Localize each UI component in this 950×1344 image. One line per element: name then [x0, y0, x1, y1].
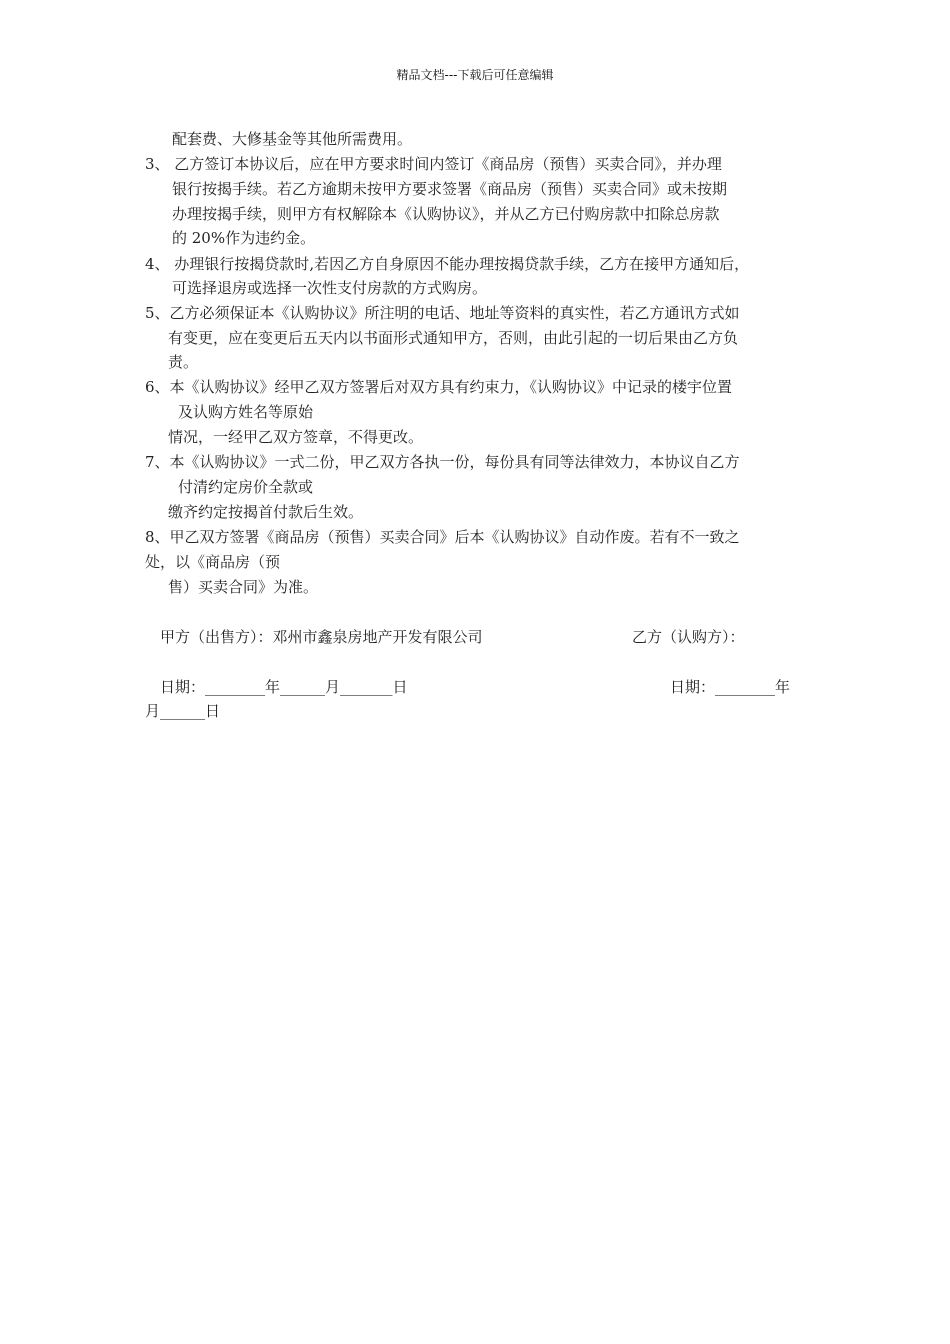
party-a-label: 甲方（出售方）：邓州市鑫泉房地产开发有限公司	[160, 628, 483, 646]
clause-3-line: 3、 乙方签订本协议后，应在甲方要求时间内签订《商品房（预售）买卖合同》，并办理	[145, 155, 722, 173]
clause-4-line: 可选择退房或选择一次性支付房款的方式购房。	[172, 279, 488, 297]
clause-8-line: 8、甲乙双方签署《商品房（预售）买卖合同》后本《认购协议》自动作废。若有不一致之	[145, 528, 740, 546]
clause-4-line: 4、 办理银行按揭贷款时,若因乙方自身原因不能办理按揭贷款手续，乙方在接甲方通知后，	[145, 255, 750, 273]
clause-7-line: 7、本《认购协议》一式二份，甲乙双方各执一份，每份具有同等法律效力，本协议自乙方	[145, 453, 740, 471]
clause-line: 配套费、大修基金等其他所需费用。	[172, 130, 413, 148]
clause-5-line: 5、乙方必须保证本《认购协议》所注明的电话、地址等资料的真实性，若乙方通讯方式如	[145, 304, 740, 322]
clause-6-line: 及认购方姓名等原始	[178, 403, 314, 421]
party-b-label: 乙方（认购方）：	[632, 628, 745, 646]
party-b-date: 日期：________年	[670, 678, 791, 696]
clause-6-line: 情况，一经甲乙双方签章，不得更改。	[168, 428, 424, 446]
clause-3-line: 银行按揭手续。若乙方逾期未按甲方要求签署《商品房（预售）买卖合同》或未按期	[172, 180, 728, 198]
clause-7-line: 付清约定房价全款或	[178, 478, 314, 496]
clause-6-line: 6、本《认购协议》经甲乙双方签署后对双方具有约束力，《认购协议》中记录的楼宇位置	[145, 378, 733, 396]
clause-8-line: 售）买卖合同》为准。	[168, 578, 319, 596]
party-b-date-continued: 月______日	[145, 702, 221, 720]
clause-3-line: 的 20%作为违约金。	[172, 229, 316, 247]
clause-3-line: 办理按揭手续，则甲方有权解除本《认购协议》，并从乙方已付购房款中扣除总房款	[172, 205, 720, 223]
clause-5-line: 责。	[168, 353, 199, 371]
clause-5-line: 有变更，应在变更后五天内以书面形式通知甲方，否则，由此引起的一切后果由乙方负	[168, 329, 739, 347]
party-a-date: 日期：________年______月_______日	[160, 678, 408, 696]
page-header: 精品文档---下载后可任意编辑	[396, 68, 554, 82]
clause-7-line: 缴齐约定按揭首付款后生效。	[168, 503, 364, 521]
clause-8-line: 处，以《商品房（预	[145, 553, 281, 571]
